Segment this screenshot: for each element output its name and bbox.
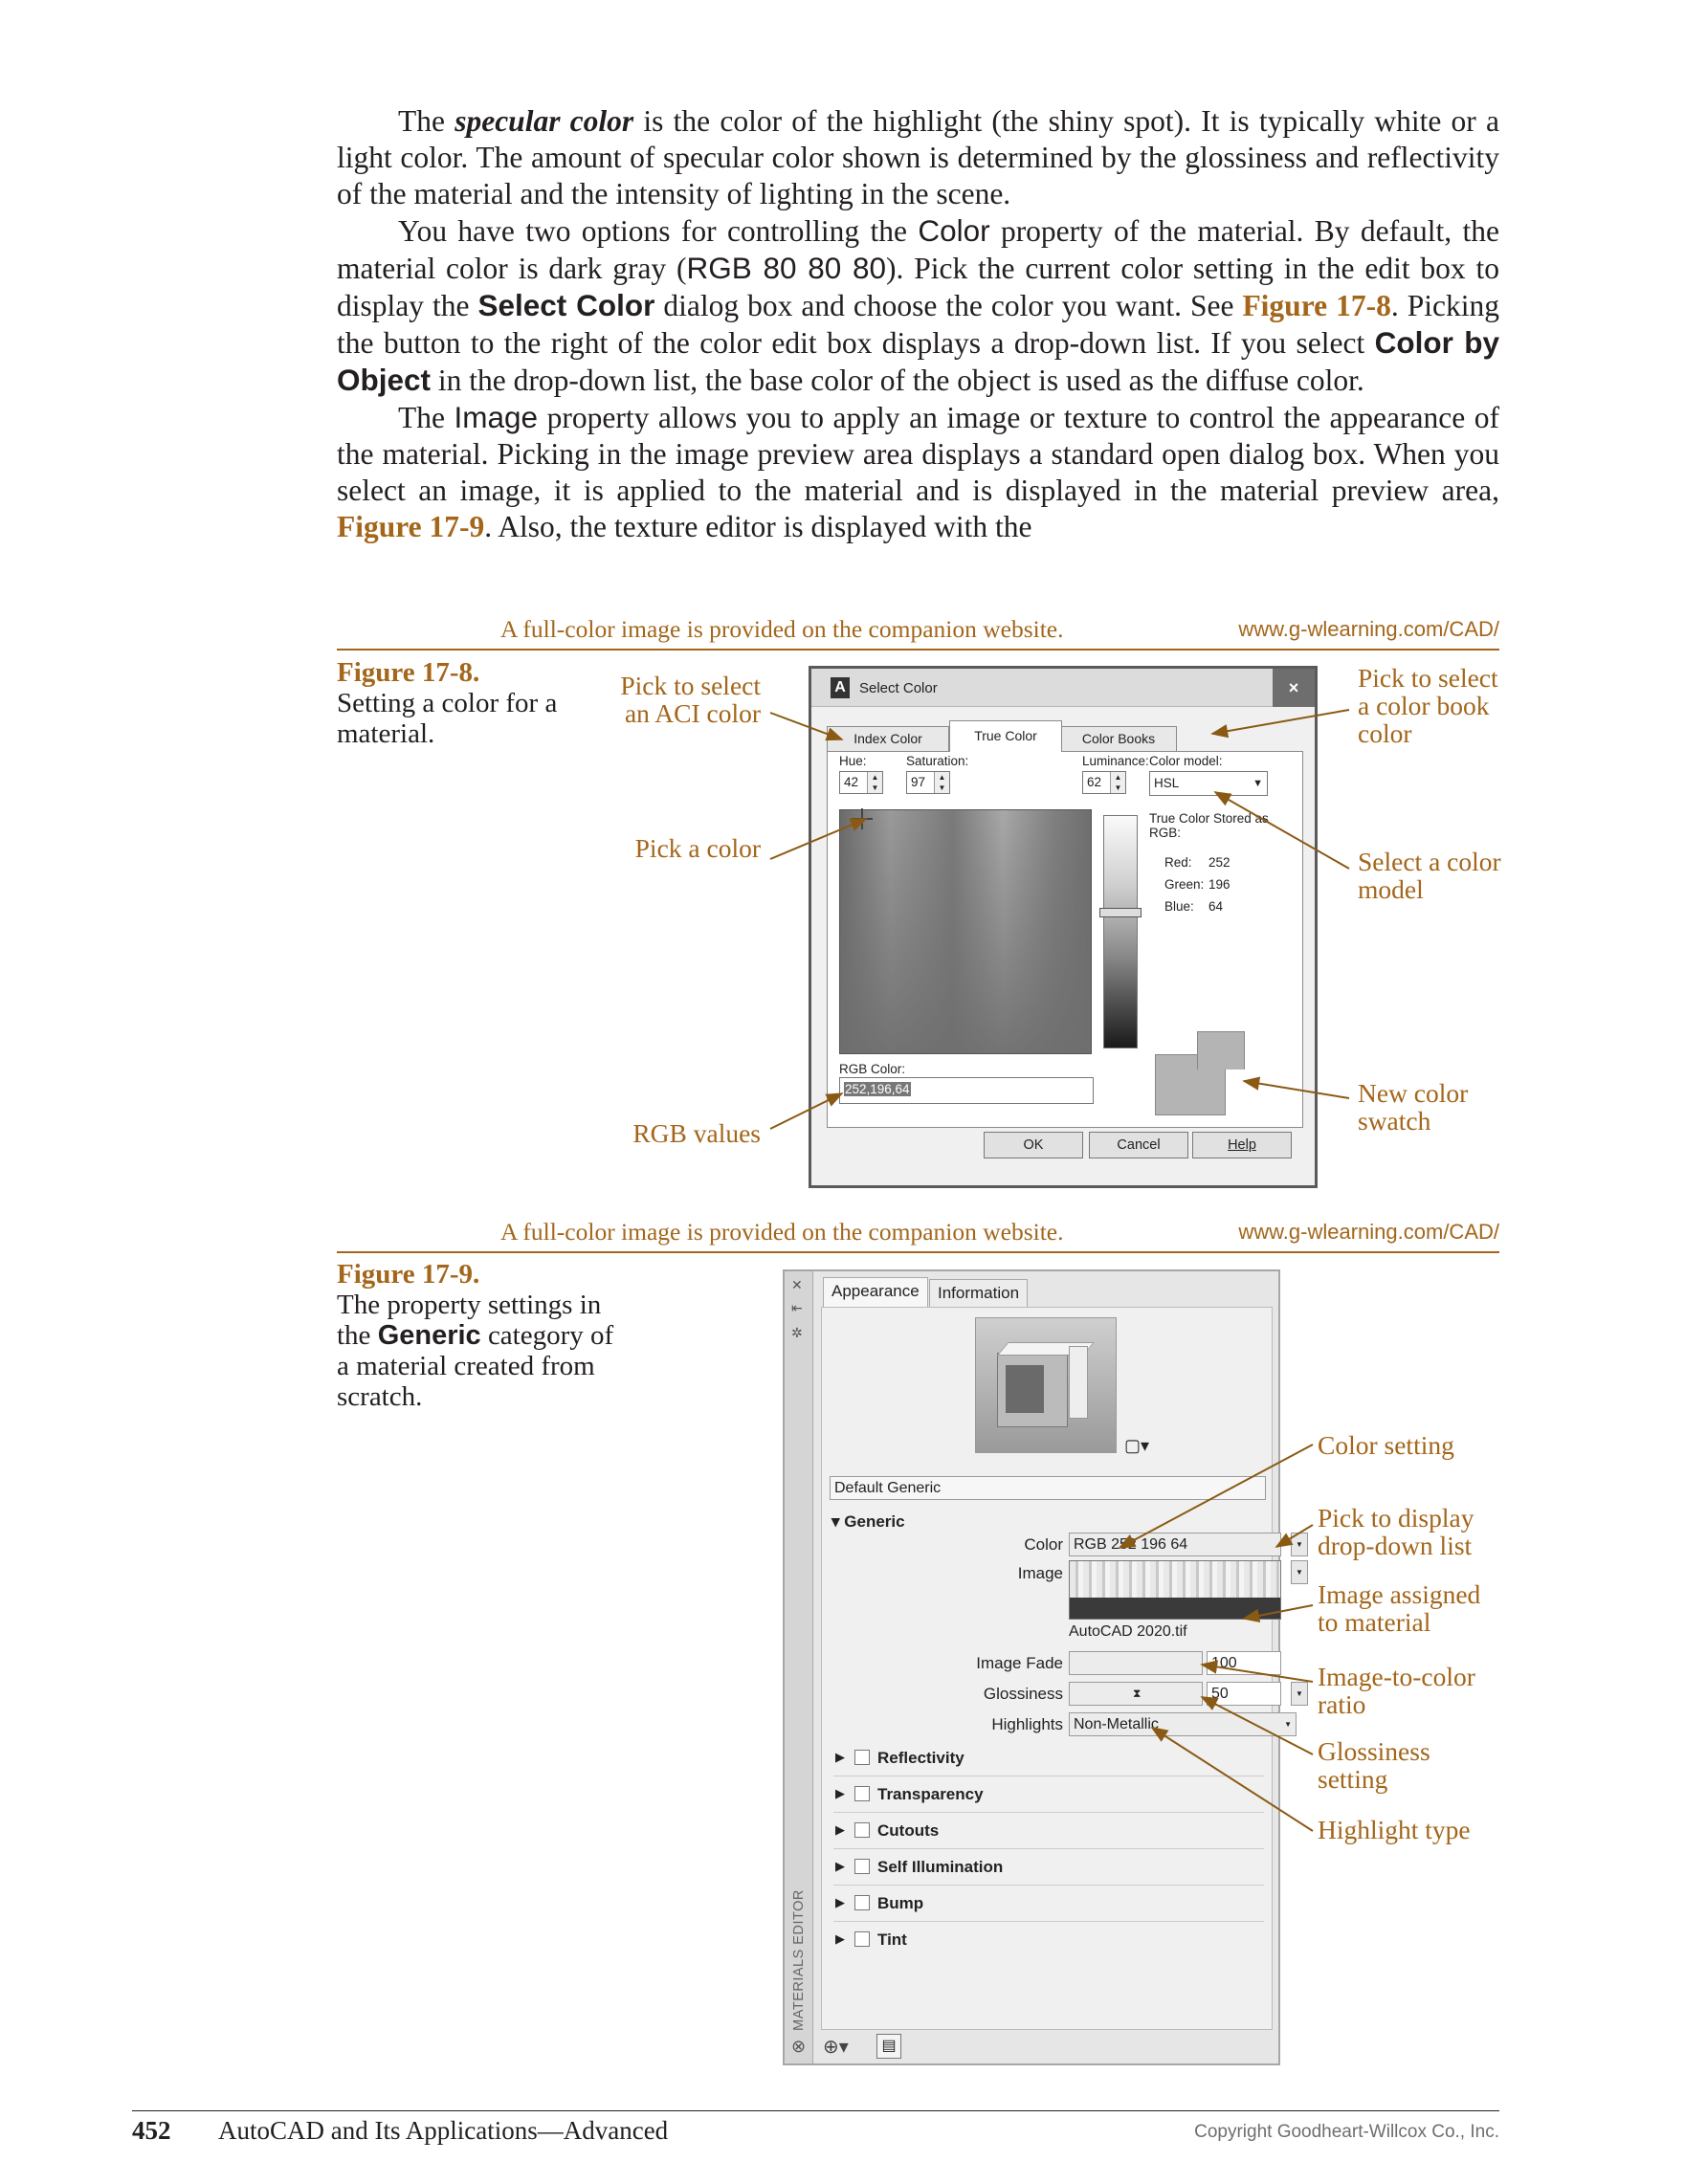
leader-rgb: [770, 1093, 842, 1129]
close-icon[interactable]: ×: [1273, 669, 1315, 707]
generic-section-header[interactable]: ▾ Generic: [831, 1512, 905, 1531]
section-self-illumination[interactable]: ▶ Self Illumination: [833, 1849, 1264, 1886]
help-button[interactable]: Help: [1192, 1132, 1292, 1158]
leader-highlight: [1152, 1728, 1313, 1831]
dialog-title: Select Color: [859, 680, 938, 696]
autocad-logo-icon: A: [831, 677, 850, 698]
color-field[interactable]: RGB 252 196 64: [1069, 1533, 1281, 1556]
tab-index-color[interactable]: Index Color: [827, 726, 949, 751]
book-title: AutoCAD and Its Applications—Advanced: [218, 2116, 669, 2145]
highlights-select[interactable]: Non-Metallic ▼: [1069, 1712, 1297, 1736]
paragraph-specular: The specular color is the color of the highlight (the shiny spot). It is typically white or a light color. The amount of specular color shown is determined by the glossiness and reflectivity of the material and the intensity of lighting in the scene.: [337, 104, 1499, 210]
autohide-icon[interactable]: ⇤: [791, 1300, 803, 1315]
section-tint[interactable]: ▶ Tint: [835, 1930, 907, 1949]
chevron-down-icon: ▼: [1284, 1720, 1292, 1729]
properties-icon[interactable]: ✲: [791, 1325, 803, 1340]
leader-color-model: [1215, 792, 1349, 869]
callout-rgb-values: RGB values: [632, 1118, 761, 1148]
callout-dropdown: Pick to display drop-down list: [1318, 1503, 1474, 1560]
palette-title: MATERIALS EDITOR: [791, 1889, 807, 2031]
color-dropdown-button[interactable]: ▼: [1291, 1533, 1308, 1556]
preview-options-icon[interactable]: ▢▾: [1124, 1436, 1150, 1455]
leader-swatch: [1244, 1081, 1349, 1098]
credit-line-fig9: A full-color image is provided on the companion website. www.g-wlearning.com/CAD/: [500, 1218, 1499, 1246]
expand-icon[interactable]: ▶: [835, 1859, 845, 1873]
material-browser-icon[interactable]: ▤: [876, 2034, 901, 2059]
companion-url[interactable]: www.g-wlearning.com/CAD/: [1238, 617, 1499, 641]
copyright: Copyright Goodheart-Willcox Co., Inc.: [1194, 2122, 1499, 2142]
paragraph-color-property: You have two options for controlling the Color property of the material. By default, the material color is dark gray (RGB 80 80 80). Pick the current color setting in the edit box to display the Select Color dialog box and choose the color you want. See Figure 17-8. Picking the button to the right of the color edit box displays a drop-down list. If you select Color by Object in the drop-down list, the base color of the object is used as the diffuse color.: [337, 213, 1500, 397]
spinner-arrows-icon[interactable]: ▲ ▼: [867, 772, 882, 793]
slider-thumb-icon[interactable]: ⧗: [1133, 1687, 1142, 1700]
callout-pick-color: Pick a color: [634, 833, 761, 863]
close-icon[interactable]: ✕: [791, 1277, 803, 1292]
figure-17-8-link[interactable]: Figure 17-8: [1242, 289, 1391, 322]
glossiness-dropdown-button[interactable]: ▼: [1291, 1682, 1308, 1706]
hue-spinner[interactable]: 42 ▲ ▼: [839, 771, 883, 794]
expand-icon[interactable]: ▶: [835, 1895, 845, 1909]
cancel-button[interactable]: Cancel: [1089, 1132, 1188, 1158]
image-dropdown-button[interactable]: ▼: [1291, 1560, 1308, 1584]
rgb-color-field[interactable]: 252,196,64: [839, 1077, 1094, 1104]
leader-aci: [770, 713, 842, 739]
footer-rule: [132, 2110, 1499, 2111]
section-transparency[interactable]: ▶ Transparency: [833, 1776, 1264, 1813]
leader-color-setting: [1120, 1445, 1313, 1548]
leader-color-book: [1212, 710, 1349, 734]
section-reflectivity[interactable]: ▶ Reflectivity: [833, 1740, 1264, 1776]
leader-pick-color: [770, 819, 866, 859]
tab-appearance[interactable]: Appearance: [823, 1277, 928, 1308]
create-material-icon[interactable]: ⊕▾: [823, 2037, 849, 2058]
image-filename[interactable]: AutoCAD 2020.tif: [1069, 1623, 1187, 1640]
callout-image: Image assigned to material: [1318, 1579, 1481, 1637]
section-cutouts[interactable]: ▶ Cutouts: [833, 1813, 1264, 1849]
callout-aci: Pick to select an ACI color: [620, 671, 761, 728]
tab-true-color[interactable]: True Color: [949, 720, 1062, 752]
section-bump[interactable]: ▶ Bump: [833, 1886, 1264, 1922]
paragraph-image-property: The Image property allows you to apply an image or texture to control the appearance of the material. Picking in the image preview area displays a standard open dialog box. When you select an image, it is applied to the material and is displayed in the material preview area, Figure 17-9. Also, the texture editor is displayed with the: [337, 400, 1499, 543]
figure-17-8-caption: Figure 17-8. Setting a color for a material.: [337, 657, 558, 749]
ok-button[interactable]: OK: [984, 1132, 1083, 1158]
callout-color-book: Pick to select a color book color: [1358, 663, 1498, 748]
image-fade-input[interactable]: 100: [1207, 1651, 1281, 1675]
saturation-spinner[interactable]: 97 ▲ ▼: [906, 771, 950, 794]
spinner-arrows-icon[interactable]: ▲ ▼: [1110, 772, 1125, 793]
callout-color-setting: Color setting: [1318, 1430, 1454, 1460]
materials-icon: ⊗: [791, 2037, 807, 2056]
appearance-panel: ▢▾ Default Generic ▾ Generic Color RGB 252 196 64 ▼ Image ▼ AutoCAD 2020.tif Image Fade 100 Glossiness ⧗ 50 ▼ Highlights Non-Metallic ▼ ▶ Reflectivity ▶ Transparency ▶ Cutouts ▶ Self Illumination ▶ Bump ▶ Tint: [821, 1307, 1273, 2030]
true-color-pane: Hue: 42 ▲ ▼ Saturation: 97 ▲ ▼ Luminance: 62 ▲ ▼ Color model: HSL ▼ True Color Stored as RGB: Red: 252 Green: 196 Blue: 64 RGB Color: 252,196,64: [827, 751, 1303, 1128]
page-number: 452: [132, 2116, 171, 2145]
tab-information[interactable]: Information: [929, 1279, 1028, 1308]
expand-icon[interactable]: ▶: [835, 1750, 845, 1764]
color-model-select[interactable]: HSL ▼: [1149, 771, 1268, 796]
luminance-spinner[interactable]: 62 ▲ ▼: [1082, 771, 1126, 794]
figure-17-9-caption: Figure 17-9. The property settings in the Generic category of a material created from scratch.: [337, 1259, 614, 1412]
callout-swatch: New color swatch: [1358, 1078, 1469, 1136]
companion-url[interactable]: www.g-wlearning.com/CAD/: [1238, 1220, 1499, 1244]
tab-color-books[interactable]: Color Books: [1060, 726, 1177, 751]
callout-ratio: Image-to-color ratio: [1318, 1662, 1475, 1719]
leader-image: [1244, 1605, 1313, 1619]
spinner-arrows-icon[interactable]: ▲ ▼: [934, 772, 949, 793]
credit-line-fig8: A full-color image is provided on the companion website. www.g-wlearning.com/CAD/: [500, 615, 1499, 643]
glossiness-input[interactable]: 50: [1207, 1682, 1281, 1706]
callout-color-model: Select a color model: [1358, 847, 1501, 904]
expand-icon[interactable]: ▶: [835, 1822, 845, 1837]
leader-ratio: [1202, 1665, 1313, 1682]
material-name-field[interactable]: Default Generic: [830, 1476, 1266, 1500]
callout-gloss: Glossiness setting: [1318, 1736, 1430, 1794]
expand-icon[interactable]: ▶: [835, 1931, 845, 1946]
leader-dropdown: [1276, 1525, 1313, 1547]
chevron-down-icon: ▼: [1253, 778, 1263, 789]
expand-icon[interactable]: ▶: [835, 1786, 845, 1800]
callout-highlight: Highlight type: [1318, 1815, 1471, 1844]
term-specular-color: specular color: [454, 104, 634, 138]
figure-17-9-link[interactable]: Figure 17-9: [337, 510, 485, 543]
leader-gloss: [1202, 1697, 1313, 1754]
